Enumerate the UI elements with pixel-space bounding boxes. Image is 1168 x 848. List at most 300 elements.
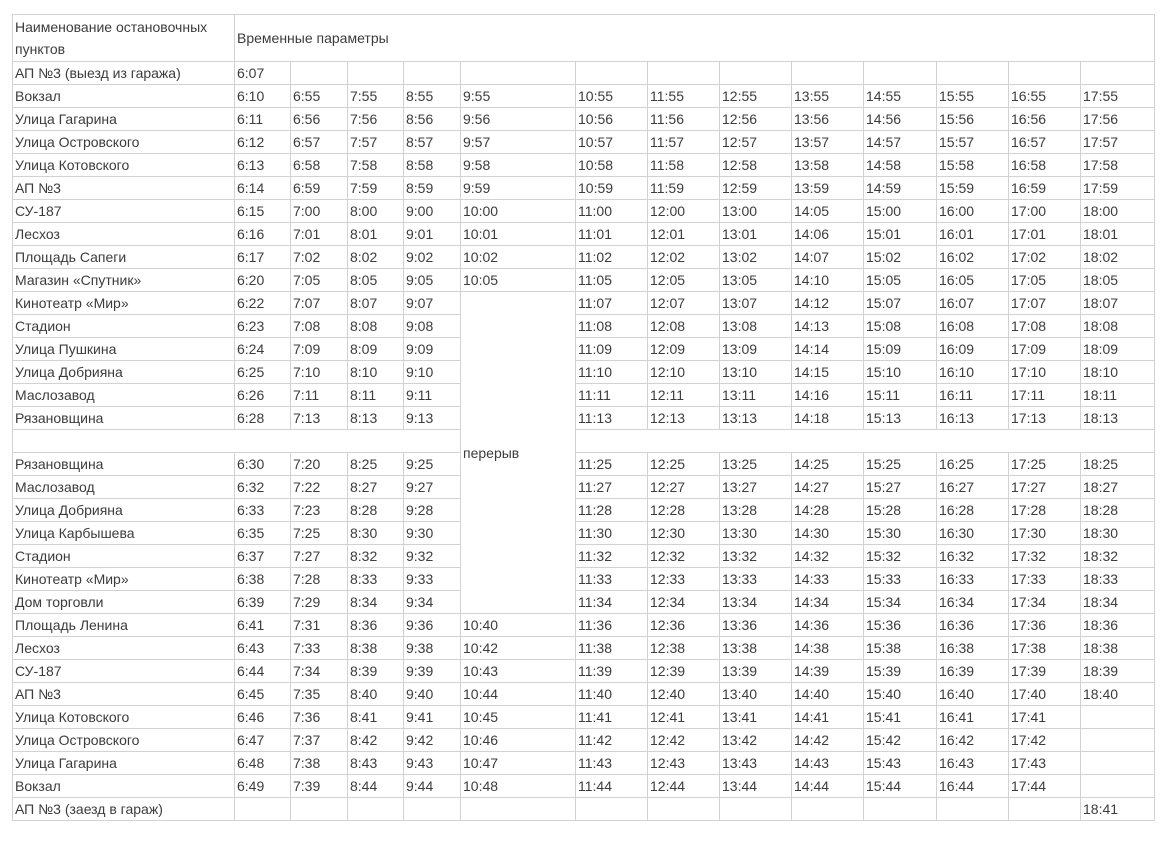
time-cell: 14:38: [792, 637, 864, 660]
time-cell: 15:30: [864, 522, 937, 545]
stop-name: Улица Гагарина: [13, 752, 235, 775]
header-row: [13, 15, 1155, 62]
time-cell: 17:02: [1009, 246, 1081, 269]
time-cell: 7:02: [291, 246, 348, 269]
time-cell: 8:07: [348, 292, 404, 315]
time-cell: 14:40: [792, 683, 864, 706]
time-cell: 10:42: [461, 637, 576, 660]
time-cell: 7:11: [291, 384, 348, 407]
time-cell: 17:41: [1009, 706, 1081, 729]
time-cell: 18:27: [1081, 476, 1155, 499]
table-row: [13, 591, 1155, 614]
time-cell: [291, 62, 348, 85]
time-cell: 17:57: [1081, 131, 1155, 154]
time-cell: 15:41: [864, 706, 937, 729]
time-cell: 17:09: [1009, 338, 1081, 361]
time-cell: 9:39: [404, 660, 461, 683]
time-cell: [576, 798, 648, 821]
time-cell: 12:44: [648, 775, 720, 798]
table-row: [13, 154, 1155, 177]
time-cell: 14:34: [792, 591, 864, 614]
time-cell: 7:25: [291, 522, 348, 545]
time-cell: 15:10: [864, 361, 937, 384]
time-cell: 11:41: [576, 706, 648, 729]
time-cell: 11:28: [576, 499, 648, 522]
time-cell: 10:40: [461, 614, 576, 637]
time-cell: 9:34: [404, 591, 461, 614]
time-cell: 11:55: [648, 85, 720, 108]
time-cell: 13:30: [720, 522, 792, 545]
time-cell: 15:36: [864, 614, 937, 637]
time-cell: 6:26: [235, 384, 291, 407]
time-cell: 7:01: [291, 223, 348, 246]
time-cell: 14:32: [792, 545, 864, 568]
time-cell: 15:13: [864, 407, 937, 430]
time-cell: 6:11: [235, 108, 291, 131]
time-cell: 13:36: [720, 614, 792, 637]
time-cell: 13:27: [720, 476, 792, 499]
time-cell: 11:40: [576, 683, 648, 706]
time-cell: 7:20: [291, 453, 348, 476]
time-cell: 13:11: [720, 384, 792, 407]
time-cell: 11:09: [576, 338, 648, 361]
time-cell: 7:10: [291, 361, 348, 384]
time-cell: 14:30: [792, 522, 864, 545]
time-cell: 17:34: [1009, 591, 1081, 614]
time-cell: [1081, 729, 1155, 752]
table-row: [13, 775, 1155, 798]
time-cell: 12:43: [648, 752, 720, 775]
time-cell: 16:58: [1009, 154, 1081, 177]
stop-name: АП №3: [13, 683, 235, 706]
time-cell: 9:01: [404, 223, 461, 246]
break-label: перерыв: [461, 292, 576, 614]
time-cell: 14:12: [792, 292, 864, 315]
time-cell: 8:00: [348, 200, 404, 223]
stop-name: СУ-187: [13, 200, 235, 223]
time-cell: 6:22: [235, 292, 291, 315]
time-cell: 8:40: [348, 683, 404, 706]
time-cell: 16:28: [937, 499, 1009, 522]
stop-name: Стадион: [13, 545, 235, 568]
time-cell: 8:39: [348, 660, 404, 683]
time-cell: 12:10: [648, 361, 720, 384]
time-cell: 6:17: [235, 246, 291, 269]
time-cell: 16:41: [937, 706, 1009, 729]
time-cell: 6:46: [235, 706, 291, 729]
time-cell: 16:25: [937, 453, 1009, 476]
time-cell: 6:20: [235, 269, 291, 292]
time-cell: 9:08: [404, 315, 461, 338]
time-cell: 17:08: [1009, 315, 1081, 338]
time-cell: 6:23: [235, 315, 291, 338]
time-cell: 12:58: [720, 154, 792, 177]
stop-name: Улица Котовского: [13, 154, 235, 177]
time-cell: 16:42: [937, 729, 1009, 752]
time-cell: 18:11: [1081, 384, 1155, 407]
time-cell: 12:57: [720, 131, 792, 154]
time-cell: 9:30: [404, 522, 461, 545]
time-cell: 8:56: [404, 108, 461, 131]
time-cell: 16:13: [937, 407, 1009, 430]
time-cell: [404, 798, 461, 821]
time-cell: 12:42: [648, 729, 720, 752]
time-cell: 17:32: [1009, 545, 1081, 568]
time-cell: [1009, 798, 1081, 821]
time-cell: 11:00: [576, 200, 648, 223]
time-cell: 9:32: [404, 545, 461, 568]
time-cell: 16:43: [937, 752, 1009, 775]
time-cell: 14:14: [792, 338, 864, 361]
stop-name: Площадь Ленина: [13, 614, 235, 637]
time-cell: 13:13: [720, 407, 792, 430]
table-row: [13, 729, 1155, 752]
time-cell: 8:05: [348, 269, 404, 292]
time-cell: 8:30: [348, 522, 404, 545]
time-cell: 15:33: [864, 568, 937, 591]
time-cell: 7:09: [291, 338, 348, 361]
time-cell: 12:55: [720, 85, 792, 108]
time-cell: 16:07: [937, 292, 1009, 315]
time-cell: 8:10: [348, 361, 404, 384]
time-cell: 16:36: [937, 614, 1009, 637]
time-cell: 9:33: [404, 568, 461, 591]
time-cell: 18:40: [1081, 683, 1155, 706]
time-cell: 12:40: [648, 683, 720, 706]
time-cell: 12:00: [648, 200, 720, 223]
time-cell: 16:34: [937, 591, 1009, 614]
time-cell: 8:57: [404, 131, 461, 154]
time-cell: 7:57: [348, 131, 404, 154]
table-row: [13, 637, 1155, 660]
time-cell: 11:25: [576, 453, 648, 476]
time-cell: 7:08: [291, 315, 348, 338]
time-cell: 12:01: [648, 223, 720, 246]
time-cell: 11:57: [648, 131, 720, 154]
time-cell: 7:33: [291, 637, 348, 660]
time-cell: 7:58: [348, 154, 404, 177]
time-cell: 15:08: [864, 315, 937, 338]
time-cell: 6:49: [235, 775, 291, 798]
table-row: [13, 269, 1155, 292]
time-cell: 16:44: [937, 775, 1009, 798]
time-cell: 16:56: [1009, 108, 1081, 131]
stop-name: Площадь Сапеги: [13, 246, 235, 269]
time-cell: 7:55: [348, 85, 404, 108]
time-cell: 13:55: [792, 85, 864, 108]
time-cell: 8:36: [348, 614, 404, 637]
time-cell: 13:42: [720, 729, 792, 752]
table-row: [13, 453, 1155, 476]
time-cell: 9:13: [404, 407, 461, 430]
time-cell: 6:59: [291, 177, 348, 200]
table-row: [13, 568, 1155, 591]
time-cell: 16:01: [937, 223, 1009, 246]
time-cell: 13:09: [720, 338, 792, 361]
time-cell: 15:11: [864, 384, 937, 407]
time-cell: 12:02: [648, 246, 720, 269]
stop-name: Улица Котовского: [13, 706, 235, 729]
time-cell: [576, 62, 648, 85]
time-cell: 13:59: [792, 177, 864, 200]
time-cell: 7:59: [348, 177, 404, 200]
time-cell: 11:34: [576, 591, 648, 614]
time-cell: 14:58: [864, 154, 937, 177]
table-row: [13, 407, 1155, 430]
time-cell: 9:55: [461, 85, 576, 108]
time-cell: 18:28: [1081, 499, 1155, 522]
time-cell: 7:36: [291, 706, 348, 729]
time-cell: 10:58: [576, 154, 648, 177]
time-cell: 7:29: [291, 591, 348, 614]
time-cell: 12:08: [648, 315, 720, 338]
time-cell: 15:01: [864, 223, 937, 246]
time-cell: 6:39: [235, 591, 291, 614]
time-cell: 15:34: [864, 591, 937, 614]
time-cell: 13:57: [792, 131, 864, 154]
spacer-cell: [576, 430, 1155, 453]
time-cell: 11:39: [576, 660, 648, 683]
time-cell: 17:27: [1009, 476, 1081, 499]
time-cell: 17:25: [1009, 453, 1081, 476]
time-cell: [937, 62, 1009, 85]
time-cell: 8:58: [404, 154, 461, 177]
table-row: [13, 292, 1155, 315]
time-cell: 9:38: [404, 637, 461, 660]
time-cell: 16:40: [937, 683, 1009, 706]
time-cell: 15:58: [937, 154, 1009, 177]
time-cell: 17:33: [1009, 568, 1081, 591]
stop-name: АП №3 (выезд из гаража): [13, 62, 235, 85]
stop-name: Маслозавод: [13, 384, 235, 407]
time-cell: 9:58: [461, 154, 576, 177]
time-cell: 6:45: [235, 683, 291, 706]
time-cell: 14:18: [792, 407, 864, 430]
time-cell: 6:37: [235, 545, 291, 568]
time-cell: 10:56: [576, 108, 648, 131]
time-cell: 16:59: [1009, 177, 1081, 200]
stop-name: Улица Добрияна: [13, 499, 235, 522]
time-cell: 7:13: [291, 407, 348, 430]
time-cell: 8:32: [348, 545, 404, 568]
time-cell: 10:47: [461, 752, 576, 775]
time-cell: 12:32: [648, 545, 720, 568]
time-cell: 7:39: [291, 775, 348, 798]
time-cell: 16:55: [1009, 85, 1081, 108]
time-cell: 16:08: [937, 315, 1009, 338]
time-cell: 6:10: [235, 85, 291, 108]
time-cell: 8:42: [348, 729, 404, 752]
time-cell: [792, 62, 864, 85]
time-cell: 14:36: [792, 614, 864, 637]
spacer-cell: [13, 430, 461, 453]
time-cell: 18:07: [1081, 292, 1155, 315]
time-cell: 17:39: [1009, 660, 1081, 683]
time-cell: 9:41: [404, 706, 461, 729]
time-cell: 12:36: [648, 614, 720, 637]
time-cell: 14:42: [792, 729, 864, 752]
time-cell: 15:02: [864, 246, 937, 269]
table-row: [13, 499, 1155, 522]
time-cell: 17:40: [1009, 683, 1081, 706]
time-cell: 18:00: [1081, 200, 1155, 223]
time-cell: 15:00: [864, 200, 937, 223]
time-cell: 6:58: [291, 154, 348, 177]
time-cell: 8:11: [348, 384, 404, 407]
time-cell: [1081, 706, 1155, 729]
time-cell: 9:02: [404, 246, 461, 269]
stop-name: Вокзал: [13, 85, 235, 108]
time-cell: 6:55: [291, 85, 348, 108]
time-cell: 14:39: [792, 660, 864, 683]
time-cell: 8:25: [348, 453, 404, 476]
time-cell: 18:34: [1081, 591, 1155, 614]
time-cell: 14:10: [792, 269, 864, 292]
table-row: [13, 108, 1155, 131]
time-cell: 8:09: [348, 338, 404, 361]
time-cell: 7:38: [291, 752, 348, 775]
time-cell: 17:28: [1009, 499, 1081, 522]
time-cell: 13:41: [720, 706, 792, 729]
time-cell: 17:42: [1009, 729, 1081, 752]
time-cell: 7:22: [291, 476, 348, 499]
time-cell: 7:31: [291, 614, 348, 637]
time-cell: 12:27: [648, 476, 720, 499]
time-cell: 9:09: [404, 338, 461, 361]
table-row: [13, 798, 1155, 821]
time-cell: 12:25: [648, 453, 720, 476]
table-row: [13, 522, 1155, 545]
time-cell: 17:44: [1009, 775, 1081, 798]
time-cell: [291, 798, 348, 821]
time-cell: 12:33: [648, 568, 720, 591]
time-cell: 11:01: [576, 223, 648, 246]
time-cell: 12:09: [648, 338, 720, 361]
time-cell: 10:55: [576, 85, 648, 108]
time-cell: 12:56: [720, 108, 792, 131]
time-cell: 13:33: [720, 568, 792, 591]
time-cell: 10:44: [461, 683, 576, 706]
time-cell: 17:11: [1009, 384, 1081, 407]
time-cell: 11:30: [576, 522, 648, 545]
schedule-body: [13, 15, 1155, 821]
time-cell: 14:13: [792, 315, 864, 338]
stop-name: Магазин «Спутник»: [13, 269, 235, 292]
table-row: [13, 223, 1155, 246]
time-cell: 18:30: [1081, 522, 1155, 545]
time-cell: 14:44: [792, 775, 864, 798]
time-cell: 12:41: [648, 706, 720, 729]
time-cell: 12:38: [648, 637, 720, 660]
time-cell: 12:13: [648, 407, 720, 430]
time-cell: 16:39: [937, 660, 1009, 683]
time-cell: 13:40: [720, 683, 792, 706]
time-cell: 6:47: [235, 729, 291, 752]
time-cell: 9:28: [404, 499, 461, 522]
time-cell: 17:36: [1009, 614, 1081, 637]
time-cell: 10:02: [461, 246, 576, 269]
time-cell: 12:28: [648, 499, 720, 522]
time-cell: 8:27: [348, 476, 404, 499]
table-row: [13, 752, 1155, 775]
time-cell: 18:08: [1081, 315, 1155, 338]
time-cell: [648, 62, 720, 85]
time-cell: [648, 798, 720, 821]
time-cell: 9:05: [404, 269, 461, 292]
time-cell: 11:59: [648, 177, 720, 200]
time-cell: 15:07: [864, 292, 937, 315]
time-cell: 9:56: [461, 108, 576, 131]
time-cell: 18:36: [1081, 614, 1155, 637]
time-cell: [1009, 62, 1081, 85]
time-cell: 6:25: [235, 361, 291, 384]
time-cell: 15:57: [937, 131, 1009, 154]
time-cell: 10:59: [576, 177, 648, 200]
time-cell: 6:15: [235, 200, 291, 223]
time-cell: 13:44: [720, 775, 792, 798]
table-row: [13, 476, 1155, 499]
time-cell: 12:59: [720, 177, 792, 200]
time-cell: 10:57: [576, 131, 648, 154]
time-cell: 14:06: [792, 223, 864, 246]
time-cell: 16:02: [937, 246, 1009, 269]
time-cell: 14:16: [792, 384, 864, 407]
table-row: [13, 338, 1155, 361]
table-row: [13, 246, 1155, 269]
stop-name: Улица Островского: [13, 729, 235, 752]
time-cell: 14:25: [792, 453, 864, 476]
time-cell: 11:13: [576, 407, 648, 430]
stop-name: СУ-187: [13, 660, 235, 683]
time-cell: 10:43: [461, 660, 576, 683]
time-cell: 16:27: [937, 476, 1009, 499]
time-cell: 8:28: [348, 499, 404, 522]
time-cell: 16:32: [937, 545, 1009, 568]
time-cell: 7:05: [291, 269, 348, 292]
time-cell: 9:00: [404, 200, 461, 223]
time-cell: [720, 798, 792, 821]
time-cell: 15:27: [864, 476, 937, 499]
time-cell: 14:43: [792, 752, 864, 775]
time-cell: 13:28: [720, 499, 792, 522]
time-cell: 16:30: [937, 522, 1009, 545]
time-cell: 8:34: [348, 591, 404, 614]
time-cell: 8:13: [348, 407, 404, 430]
time-cell: [937, 798, 1009, 821]
time-cell: 18:39: [1081, 660, 1155, 683]
time-cell: 16:09: [937, 338, 1009, 361]
table-row: [13, 131, 1155, 154]
time-cell: 18:01: [1081, 223, 1155, 246]
time-cell: 6:12: [235, 131, 291, 154]
time-cell: 15:05: [864, 269, 937, 292]
time-cell: 9:07: [404, 292, 461, 315]
time-cell: 14:55: [864, 85, 937, 108]
time-cell: 15:32: [864, 545, 937, 568]
table-row: [13, 683, 1155, 706]
time-cell: 18:25: [1081, 453, 1155, 476]
table-row: [13, 315, 1155, 338]
time-cell: 7:28: [291, 568, 348, 591]
time-cell: 10:05: [461, 269, 576, 292]
time-cell: 7:23: [291, 499, 348, 522]
time-cell: 17:13: [1009, 407, 1081, 430]
time-cell: 6:57: [291, 131, 348, 154]
time-cell: 6:33: [235, 499, 291, 522]
time-cell: 6:24: [235, 338, 291, 361]
time-cell: 11:33: [576, 568, 648, 591]
time-cell: [348, 798, 404, 821]
